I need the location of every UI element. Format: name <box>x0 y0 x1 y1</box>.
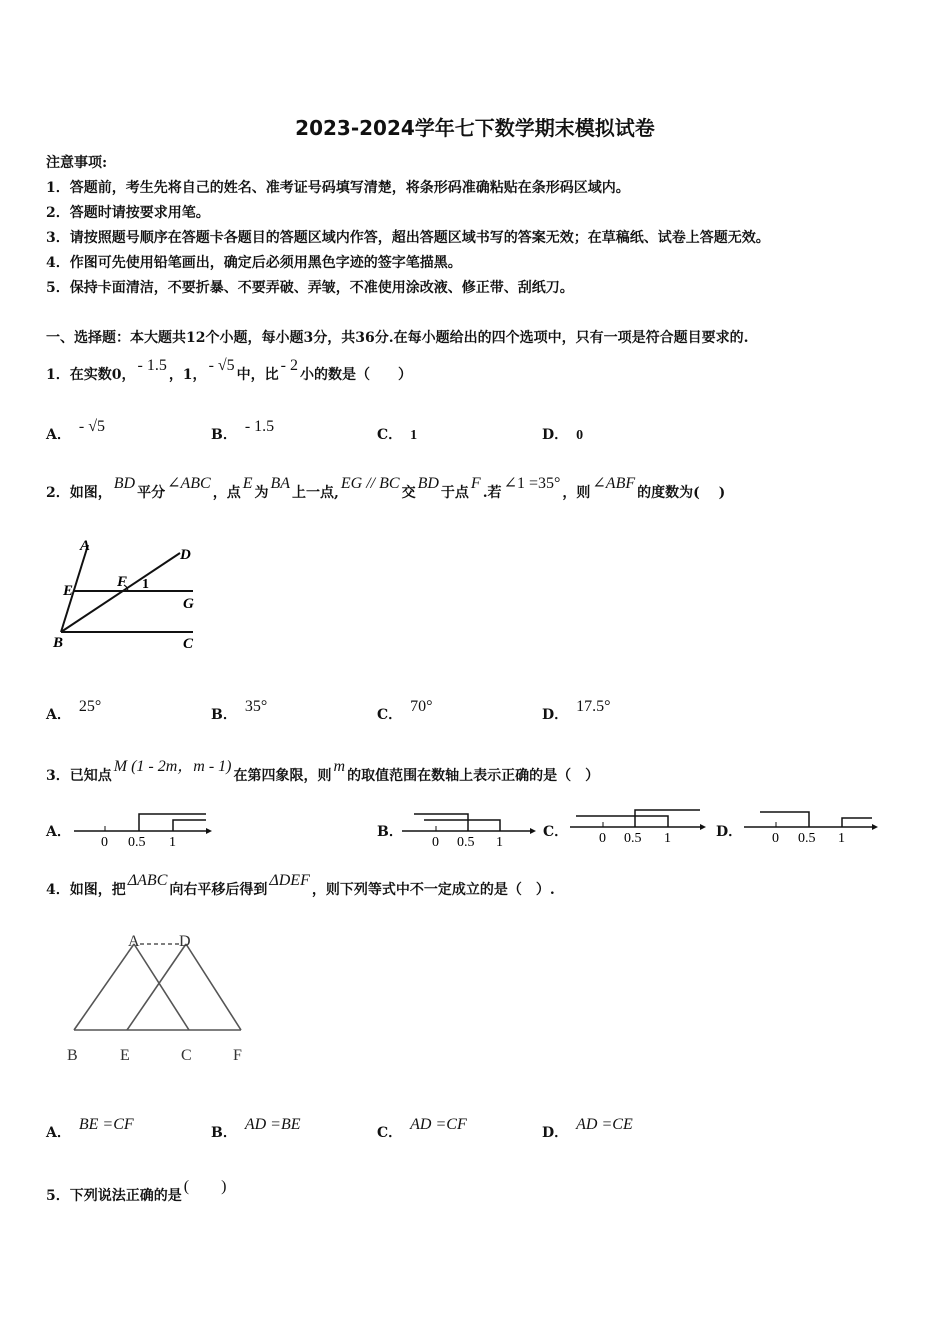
q4-label-c: C <box>181 1047 192 1064</box>
q2-label-e: E <box>63 583 74 599</box>
q2-option-d-value: 17.5° <box>576 698 611 715</box>
q3a-arrow <box>206 828 212 834</box>
q4-label-d: D <box>179 933 191 950</box>
q2-text-8: .若 <box>482 485 502 501</box>
q2-math-8: ∠1 =35° <box>503 475 561 492</box>
question-3 <box>46 758 600 785</box>
q3-text-2: 在第四象限，则 <box>233 768 332 784</box>
q4-label-a: A <box>128 933 140 950</box>
q2-option-c-label: C． <box>377 707 403 723</box>
q2-math-6: BD <box>417 475 439 492</box>
q3c-label-0: 0 <box>599 831 606 846</box>
q1-math-2: - √5 <box>208 357 235 374</box>
q4-math-1: ΔABC <box>127 872 168 889</box>
q2-option-a-value: 25° <box>78 698 102 715</box>
q2-text-3: ，点 <box>212 485 241 501</box>
q2-math-1: BD <box>113 475 136 492</box>
q2-text-5: 上一点, <box>292 485 339 501</box>
q2-text-9: ，则 <box>562 485 591 501</box>
q2-text-4: 为 <box>254 485 269 501</box>
section-heading: 一、选择题：本大题共12个小题，每小题3分，共36分.在每小题给出的四个选项中，只有一项是符合题目要求的. <box>46 330 749 346</box>
q2-label-c: C <box>183 636 194 652</box>
q3a-label-1: 1 <box>169 835 176 850</box>
q3d-label-1: 1 <box>838 831 845 846</box>
q2-label-b: B <box>53 635 64 651</box>
q3-option-b-label: B． <box>377 824 403 840</box>
q4-option-c-label: C． <box>377 1125 403 1141</box>
q4-line-ed <box>127 944 186 1030</box>
q3c-range-marker-2 <box>576 816 668 827</box>
notice-item-1: 1．答题前，考生先将自己的姓名、准考证号码填写清楚，将条形码准确粘贴在条形码区域内。 <box>46 180 630 196</box>
q2-math-2: ∠ABC <box>167 475 211 492</box>
q1-option-b[interactable] <box>211 418 275 444</box>
q2-label-d: D <box>180 547 191 563</box>
q3-numberline-c <box>568 806 708 848</box>
question-4 <box>46 872 555 899</box>
q3-option-a[interactable] <box>46 821 71 841</box>
q3b-arrow <box>530 828 536 834</box>
q3b-label-0: 0 <box>432 835 439 850</box>
q3b-range-marker <box>414 814 468 831</box>
page-title: 2023-2024学年七下数学期末模拟试卷 <box>295 116 655 140</box>
q1-text-2: ，1， <box>168 367 207 383</box>
q2-option-b[interactable] <box>211 698 268 724</box>
q2-line-bd <box>61 553 180 632</box>
q1-option-a-value: - √5 <box>78 418 105 435</box>
q3c-label-1: 1 <box>664 831 671 846</box>
q3d-range-marker <box>760 812 809 827</box>
q1-math-3: - 2 <box>280 357 298 374</box>
q4-option-b-value: AD =BE <box>244 1116 301 1133</box>
q1-text-4: 小的数是（ ） <box>300 367 412 383</box>
q2-math-9: ∠ABF <box>592 475 636 492</box>
q3-text-3: 的取值范围在数轴上表示正确的是（ ） <box>347 768 600 784</box>
q4-option-c-value: AD =CF <box>410 1116 467 1133</box>
q4-line-df <box>186 944 241 1030</box>
q3a-label-0: 0 <box>101 835 108 850</box>
q4-label-f: F <box>233 1047 242 1064</box>
q3c-arrow <box>700 824 706 830</box>
q1-math-1: - 1.5 <box>137 357 167 374</box>
q3b-label-05: 0.5 <box>457 835 475 850</box>
q2-text-2: 平分 <box>137 485 166 501</box>
q5-math-1: ( ) <box>183 1178 227 1195</box>
q4-math-2: ΔDEF <box>269 872 310 889</box>
q4-option-d-value: AD =CE <box>576 1116 633 1133</box>
q3-numberline-a <box>72 810 212 852</box>
q3c-label-05: 0.5 <box>624 831 642 846</box>
q4-option-a-value: BE =CF <box>78 1116 134 1133</box>
q2-text-6: 交 <box>401 485 416 501</box>
q2-option-b-value: 35° <box>244 698 268 715</box>
q3-text-1: 3．已知点 <box>46 768 112 784</box>
q2-figure <box>48 535 218 655</box>
q1-option-c-value: 1 <box>410 428 418 443</box>
q2-label-1: 1 <box>142 577 149 592</box>
question-1 <box>46 357 412 384</box>
notice-heading: 注意事项: <box>46 155 108 171</box>
q3-numberline-d <box>742 806 882 848</box>
q4-option-d[interactable] <box>542 1116 633 1142</box>
q2-option-d-label: D． <box>542 707 569 723</box>
q2-option-c-value: 70° <box>410 698 433 715</box>
q4-text-3: ，则下列等式中不一定成立的是（ ）. <box>311 882 555 898</box>
notice-item-3: 3．请按照题号顺序在答题卡各题目的答题区域内作答，超出答题区域书写的答案无效；在草稿纸、试卷上答题无效。 <box>46 230 770 246</box>
q4-option-c[interactable] <box>377 1116 467 1142</box>
q1-option-a[interactable] <box>46 418 105 444</box>
q4-option-a-label: A． <box>46 1125 71 1141</box>
q2-option-b-label: B． <box>211 707 237 723</box>
q3b-range-marker-2 <box>424 820 500 831</box>
q2-option-a[interactable] <box>46 698 102 724</box>
q2-option-d[interactable] <box>542 698 611 724</box>
q4-label-e: E <box>120 1047 130 1064</box>
q5-text-1: 5．下列说法正确的是 <box>46 1188 182 1204</box>
q4-text-1: 4．如图，把 <box>46 882 126 898</box>
q1-option-d[interactable] <box>542 424 583 444</box>
q2-option-c[interactable] <box>377 698 433 724</box>
q2-text-10: 的度数为( ) <box>637 485 726 501</box>
q3b-label-1: 1 <box>496 835 503 850</box>
q3-numberline-b <box>400 810 540 852</box>
q2-label-f: F <box>117 574 128 590</box>
q3-option-d[interactable] <box>716 821 742 841</box>
q3d-range-marker-2 <box>842 818 872 827</box>
q3d-arrow <box>872 824 878 830</box>
q2-math-7: F <box>470 475 481 492</box>
q4-option-b[interactable] <box>211 1116 301 1142</box>
q4-text-2: 向右平移后得到 <box>169 882 268 898</box>
q3-option-c[interactable] <box>543 821 568 841</box>
q3-math-1: M (1 - 2m，m - 1) <box>113 758 232 775</box>
q3-math-2: m <box>333 758 346 775</box>
q3-option-a-label: A． <box>46 824 71 840</box>
q3-option-b[interactable] <box>377 821 403 841</box>
q3a-range-marker-2 <box>173 820 206 831</box>
q4-figure <box>60 926 260 1066</box>
q1-option-d-value: 0 <box>576 428 584 443</box>
q1-option-c-label: C． <box>377 427 403 443</box>
notice-item-4: 4．作图可先使用铅笔画出，确定后必须用黑色字迹的签字笔描黑。 <box>46 255 462 271</box>
q1-option-b-label: B． <box>211 427 237 443</box>
q4-option-d-label: D． <box>542 1125 569 1141</box>
q1-option-b-value: - 1.5 <box>244 418 275 435</box>
q2-label-a: A <box>80 538 91 554</box>
q1-option-c[interactable] <box>377 424 417 444</box>
q1-option-d-label: D． <box>542 427 569 443</box>
q2-math-5: EG // BC <box>340 475 400 492</box>
q2-math-4: BA <box>270 475 291 492</box>
q3d-label-0: 0 <box>772 831 779 846</box>
q3a-label-05: 0.5 <box>128 835 146 850</box>
q3d-label-05: 0.5 <box>798 831 816 846</box>
question-2 <box>46 475 726 502</box>
q4-option-b-label: B． <box>211 1125 237 1141</box>
q1-option-a-label: A． <box>46 427 71 443</box>
q2-text-1: 2．如图， <box>46 485 112 501</box>
q2-option-a-label: A． <box>46 707 71 723</box>
notice-item-5: 5．保持卡面清洁，不要折暴、不要弄破、弄皱，不准使用涂改液、修正带、刮纸刀。 <box>46 280 574 296</box>
q4-line-ba <box>74 944 134 1030</box>
q2-math-3: E <box>242 475 253 492</box>
q2-label-g: G <box>183 596 194 612</box>
q1-text-1: 1．在实数0， <box>46 367 136 383</box>
q4-line-ac <box>134 944 189 1030</box>
q4-label-b: B <box>67 1047 78 1064</box>
notice-item-2: 2．答题时请按要求用笔。 <box>46 205 210 221</box>
q1-text-3: 中，比 <box>236 367 279 383</box>
question-5 <box>46 1178 228 1205</box>
q4-option-a[interactable] <box>46 1116 134 1142</box>
q3-option-c-label: C． <box>543 824 569 840</box>
q2-text-7: 于点 <box>440 485 469 501</box>
q3-option-d-label: D． <box>716 824 743 840</box>
